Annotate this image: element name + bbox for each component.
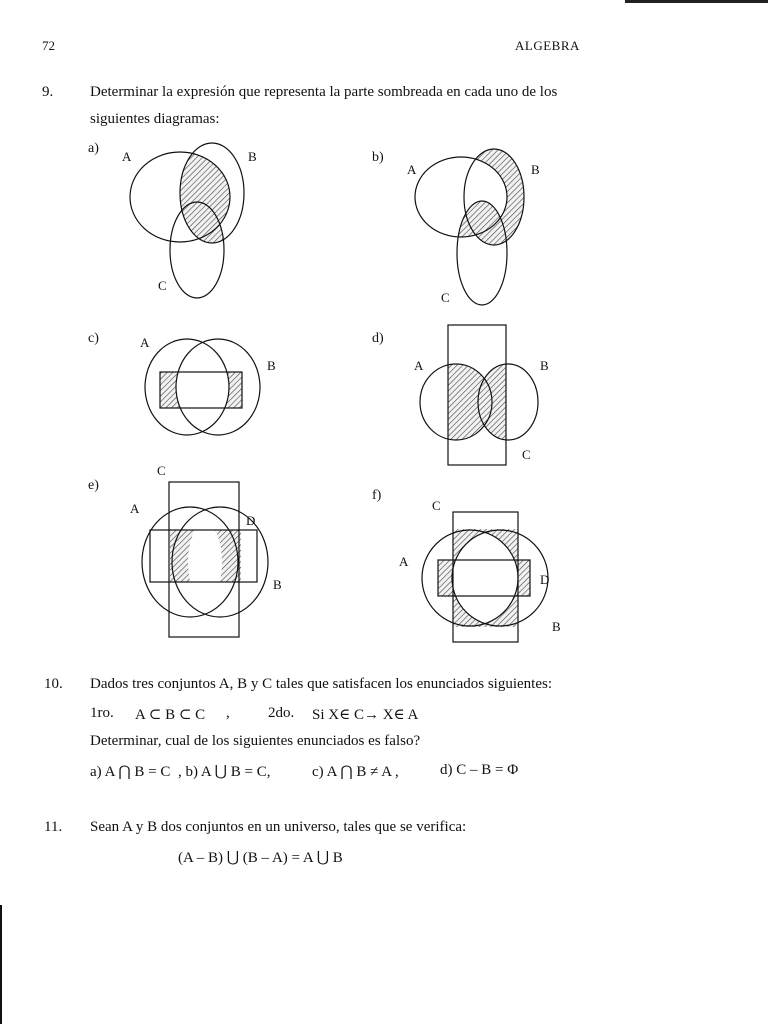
- problem-9-text-line1: Determinar la expresión que representa la parte sombreada en cada uno de los: [90, 84, 558, 100]
- set-label: D: [540, 572, 550, 587]
- condition-1-label: 1ro.: [90, 705, 114, 721]
- set-label: C: [522, 447, 531, 462]
- set-label: B: [273, 577, 282, 592]
- condition-2-label: 2do.: [268, 705, 295, 721]
- separator-comma: ,: [226, 705, 230, 721]
- set-label: C: [432, 498, 441, 513]
- page-edge-line: [625, 0, 768, 3]
- condition-2: Si X∈ C→ X∈ A: [312, 707, 419, 723]
- set-label: B: [552, 619, 561, 634]
- set-label: C: [157, 463, 166, 478]
- set-label: A: [140, 335, 150, 350]
- venn-diagram-d: [400, 320, 570, 470]
- page-number: 72: [42, 38, 55, 53]
- venn-diagram-b: [395, 145, 565, 320]
- set-label: C: [441, 290, 450, 305]
- problem-10-text-line3: Determinar, cual de los siguientes enunciados es falso?: [90, 733, 421, 749]
- margin-line: [0, 905, 2, 1024]
- problem-10-text-line1: Dados tres conjuntos A, B y C tales que satisfacen los enunciados siguientes:: [90, 676, 553, 692]
- problem-9-number: 9.: [42, 84, 54, 100]
- set-label: A: [414, 358, 424, 373]
- condition-1: A ⊂ B ⊂ C: [135, 707, 206, 723]
- running-title: ALGEBRA: [515, 38, 580, 53]
- problem-10-number: 10.: [44, 676, 63, 692]
- option-b: , b) A ⋃ B = C,: [178, 764, 271, 780]
- set-label: A: [130, 501, 140, 516]
- venn-diagram-a: [100, 135, 270, 310]
- option-d: d) C – B = Φ: [440, 762, 519, 778]
- set-label: B: [540, 358, 549, 373]
- venn-diagram-c: [130, 330, 290, 445]
- set-label: A: [122, 149, 132, 164]
- diagram-f-tag: f): [372, 488, 382, 503]
- problem-9-text-line2: siguientes diagramas:: [90, 111, 220, 127]
- problem-11-number: 11.: [44, 819, 63, 835]
- set-label: C: [158, 278, 167, 293]
- set-label: A: [407, 162, 417, 177]
- option-c: c) A ⋂ B ≠ A ,: [312, 764, 399, 780]
- problem-11-text-line1: Sean A y B dos conjuntos en un universo, tales que se verifica:: [90, 819, 467, 835]
- option-a: a) A ⋂ B = C: [90, 764, 171, 780]
- set-label: B: [531, 162, 540, 177]
- set-label: A: [399, 554, 409, 569]
- venn-diagram-f: [395, 490, 570, 650]
- set-label: B: [248, 149, 257, 164]
- diagram-c-tag: c): [88, 331, 99, 346]
- diagram-e-tag: e): [88, 478, 99, 493]
- diagram-b-tag: b): [372, 150, 384, 165]
- venn-diagram-e: [125, 462, 295, 642]
- diagram-a-tag: a): [88, 141, 99, 156]
- problem-11-equation: (A – B) ⋃ (B – A) = A ⋃ B: [178, 850, 343, 866]
- diagram-d-tag: d): [372, 331, 384, 346]
- set-label: B: [267, 358, 276, 373]
- set-label: D: [246, 513, 256, 528]
